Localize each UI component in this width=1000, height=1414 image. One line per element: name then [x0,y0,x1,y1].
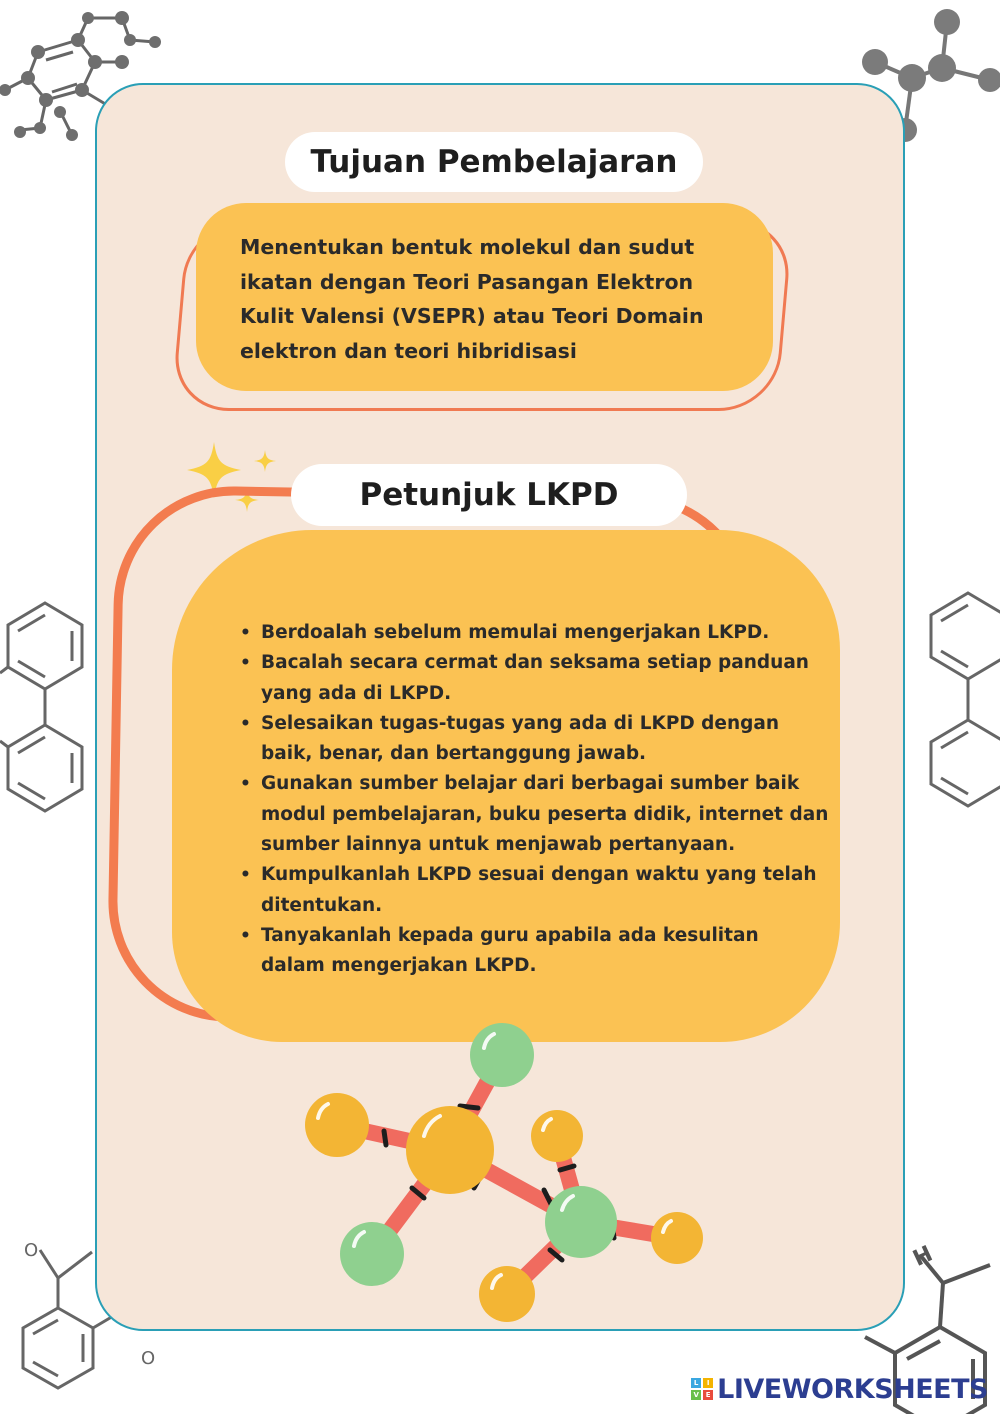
goal-line: Menentukan bentuk molekul dan sudut [240,235,695,259]
atom-yellow [406,1106,494,1194]
list-item-line: • Tanyakanlah kepada guru apabila ada kesulitan [261,924,759,946]
list-item-line: ditentukan. [261,894,383,916]
brand-logo-letter: E [703,1390,713,1400]
list-item-line: dalam mengerjakan LKPD. [261,955,537,977]
atom-green [340,1222,404,1286]
goal-line: ikatan dengan Teori Pasangan Elektron [240,269,694,294]
oxygen-label-1: O [24,1240,39,1261]
atom-yellow [651,1212,703,1264]
list-item [240,618,840,648]
biphenyl-decoration-left [0,595,90,820]
list-item [240,860,840,921]
instructions-title: Petunjuk LKPD [291,464,687,526]
list-item-line: modul pembelajaran, buku peserta didik, internet dan [261,803,829,825]
brand-logo-letter: V [691,1390,701,1400]
goal-line: Kulit Valensi (VSEPR) atau Teori Domain [240,304,704,328]
molecule-illustration [292,1010,712,1330]
list-item [240,709,840,770]
list-item [240,921,840,982]
brand-logo-letter: I [703,1378,713,1388]
oxygen-label-2: O [141,1348,156,1369]
atom-yellow [305,1093,369,1157]
goal-text [240,230,740,368]
atom-yellow [531,1110,583,1162]
list-item-line: • Bacalah secara cermat dan seksama setiap panduan [261,652,809,674]
list-item [240,648,840,709]
list-item-line: • Berdoalah sebelum memulai mengerjakan LKPD. [261,622,770,643]
brand-name: LIVEWORKSHEETS [717,1373,988,1405]
brand-logo-icon [691,1378,713,1400]
goal-line: elektron dan teori hibridisasi [240,338,577,363]
biphenyl-decoration-right [920,585,1000,825]
hydrogen-label: H [909,1241,937,1272]
worksheet-card [95,83,905,1331]
list-item-line: • Gunakan sumber belajar dari berbagai sumber baik [261,773,800,795]
atom-yellow [479,1266,535,1322]
liveworksheets-brand [691,1374,988,1404]
list-item-line: baik, benar, dan bertanggung jawab. [261,743,647,765]
brand-logo-letter: L [691,1378,701,1388]
list-item-line: yang ada di LKPD. [261,682,452,704]
goal-title: Tujuan Pembelajaran [285,132,703,192]
atom-green [545,1186,617,1258]
list-item [240,769,840,860]
list-item-line: sumber lainnya untuk menjawab pertanyaan. [261,834,736,856]
list-item-line: • Selesaikan tugas-tugas yang ada di LKPD dengan [261,712,780,734]
list-item-line: • Kumpulkanlah LKPD sesuai dengan waktu yang telah [261,864,817,886]
instructions-list [240,618,840,982]
